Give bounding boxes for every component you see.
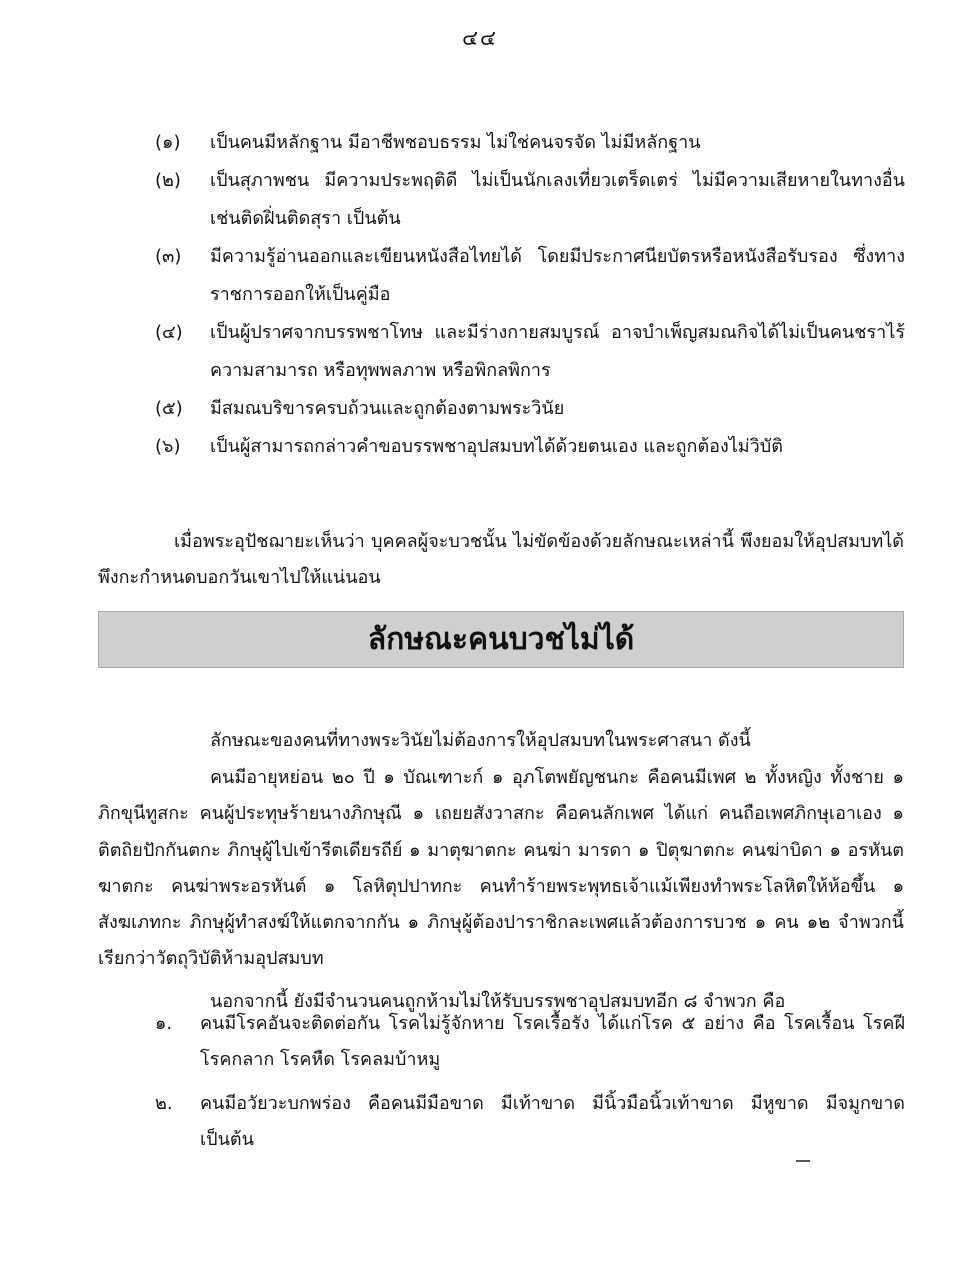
list-item-number: ๑.	[155, 1013, 173, 1034]
conclusion-paragraph: เมื่อพระอุปัชฌายะเห็นว่า บุคคลผู้จะบวชนั้น ไม่ขัดข้องด้วยลักษณะเหล่านี้ พึงยอมให้อุปสมบทได้ พึงกะกำหนดบอกวันเขาไปให้แน่นอน	[98, 531, 904, 588]
qualification-number: (๖)	[155, 436, 181, 457]
qualification-text: มีสมณบริขารครบถ้วนและถูกต้องตามพระวินัย	[210, 398, 565, 419]
qualification-text: เป็นสุภาพชน มีความประพฤติดี ไม่เป็นนักเลงเที่ยวเตร็ดเตร่ ไม่มีความเสียหายในทางอื่น เช่นติดฝิ่นติดสุรา เป็นต้น	[210, 170, 905, 229]
list-item	[155, 1086, 905, 1158]
qualification-number: (๓)	[155, 246, 182, 267]
additional-intro-paragraph: นอกจากนี้ ยังมีจำนวนคนถูกห้ามไม่ให้รับบรรพชาอุปสมบทอีก ๘ จำพวก คือ	[210, 991, 786, 1012]
qualification-item	[155, 162, 905, 238]
qualification-number: (๕)	[155, 398, 183, 419]
page-number: ๔๔	[462, 26, 498, 50]
scan-mark	[796, 1160, 810, 1162]
qualifications-list	[155, 124, 905, 466]
intro-paragraph: ลักษณะของคนที่ทางพระวินัยไม่ต้องการให้อุปสมบทในพระศาสนา ดังนี้	[210, 730, 751, 751]
qualification-number: (๑)	[155, 132, 181, 153]
qualification-text: เป็นคนมีหลักฐาน มีอาชีพชอบธรรม ไม่ใช่คนจรจัด ไม่มีหลักฐาน	[210, 132, 701, 153]
list-item-text: คนมีอวัยวะบกพร่อง คือคนมีมือขาด มีเท้าขาด มีนิ้วมือนิ้วเท้าขาด มีหูขาด มีจมูกขาด เป็นต้น	[200, 1093, 905, 1150]
qualification-text: เป็นผู้สามารถกล่าวคำขอบรรพชาอุปสมบทได้ด้วยตนเอง และถูกต้องไม่วิบัติ	[210, 436, 783, 457]
list-item-text: คนมีโรคอันจะติดต่อกัน โรคไม่รู้จักหาย โรคเรื้อรัง ได้แก่โรค ๕ อย่าง คือ โรคเรื้อน โรคฝี โรคกลาก โรคหืด โรคลมบ้าหมู	[200, 1013, 905, 1070]
qualification-number: (๔)	[155, 322, 183, 343]
list-item	[155, 1006, 905, 1078]
section-banner	[98, 611, 904, 668]
additional-list	[155, 1006, 905, 1166]
qualification-number: (๒)	[155, 170, 181, 191]
qualification-item	[155, 124, 905, 162]
qualification-item	[155, 390, 905, 428]
qualification-item	[155, 314, 905, 390]
forbidden-persons-paragraph: คนมีอายุหย่อน ๒๐ ปี ๑ บัณเฑาะก์ ๑ อุภโตพยัญชนกะ คือคนมีเพศ ๒ ทั้งหญิง ทั้งชาย ๑ ภิกขุนีทูสกะ คนผู้ประทุษร้ายนางภิกษุณี ๑ เถยยสังวาสกะ คือคนลักเพศ ได้แก่ คนถือเพศภิกษุเอาเอง ๑ ติตถิยปักกันตกะ ภิกษุผู้ไปเข้ารีตเดียรถีย์ ๑ มาตุฆาตกะ คนฆ่า มารดา ๑ ปิตุฆาตกะ คนฆ่าบิดา ๑ อรหันตฆาตกะ คนฆ่าพระอรหันต์ ๑ โลหิตุปปาทกะ คนทำร้ายพระพุทธเจ้าแม้เพียงทำพระโลหิตให้ห้อขึ้น ๑ สังฆเภทกะ ภิกษุผู้ทำสงฆ์ให้แตกจากกัน ๑ ภิกษุผู้ต้องปาราชิกละเพศแล้วต้องการบวช ๑ คน ๑๒ จำพวกนี้ เรียกว่าวัตถุวิบัติห้ามอุปสมบท	[98, 767, 904, 970]
qualification-item	[155, 428, 905, 466]
qualification-text: เป็นผู้ปราศจากบรรพชาโทษ และมีร่างกายสมบูรณ์ อาจบำเพ็ญสมณกิจได้ไม่เป็นคนชราไร้ความสามารถ หรือทุพพลภาพ หรือพิกลพิการ	[210, 322, 905, 381]
section-title: ลักษณะคนบวชไม่ได้	[367, 622, 635, 657]
qualification-item	[155, 238, 905, 314]
list-item-number: ๒.	[155, 1093, 173, 1114]
qualification-text: มีความรู้อ่านออกและเขียนหนังสือไทยได้ โดยมีประกาศนียบัตรหรือหนังสือรับรอง ซึ่งทางราชการออกให้เป็นคู่มือ	[210, 246, 905, 305]
